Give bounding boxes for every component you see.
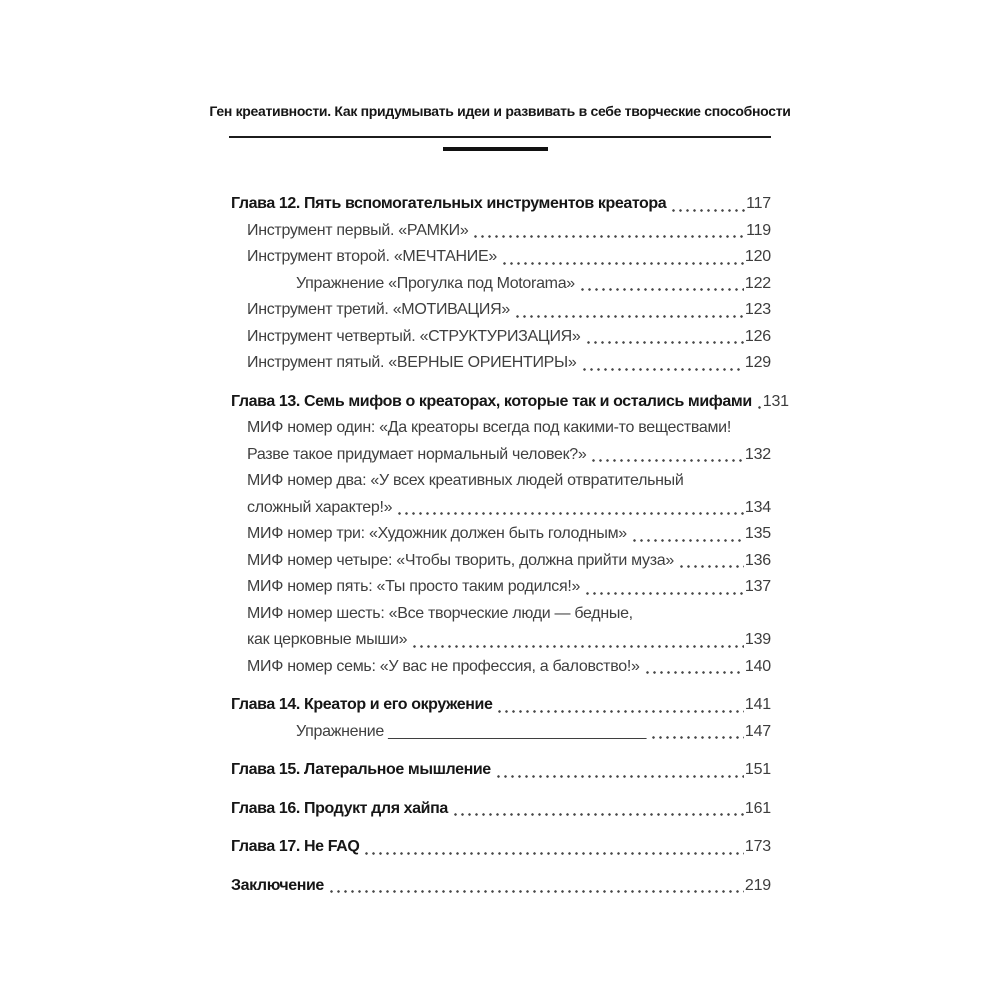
toc-entry-line: [247, 627, 771, 654]
toc-entry: [231, 350, 771, 377]
dot-leader: [581, 350, 744, 377]
dot-leader: [328, 873, 744, 900]
toc-entry-line: [247, 442, 771, 469]
page-number: 137: [744, 578, 771, 595]
toc-entry-title: сложный характер!»: [247, 498, 393, 516]
toc-entry-title: МИФ номер пять: «Ты просто таким родился!»: [247, 578, 581, 595]
toc-entry: [231, 389, 789, 416]
toc-entry-title: Глава 17. Не FAQ: [231, 838, 360, 855]
page-number: 147: [744, 722, 771, 740]
toc-entry: [231, 719, 771, 746]
toc-entry-line: [231, 191, 771, 218]
dot-leader: [631, 521, 744, 548]
dot-leader: [650, 719, 744, 746]
toc-entry-line: [247, 521, 771, 548]
page-number: 161: [744, 799, 771, 817]
toc-entry-line: [247, 574, 771, 601]
toc-entry-title: Глава 16. Продукт для хайпа: [231, 799, 448, 817]
toc-entry: [231, 834, 771, 861]
toc-group: [231, 757, 771, 784]
toc-entry: [231, 574, 771, 601]
toc-entry-line: [231, 757, 771, 784]
page-number: 120: [744, 248, 771, 265]
toc-entry-title: МИФ номер шесть: «Все творческие люди — бедные,: [247, 604, 633, 622]
toc-entry-title: Заключение: [231, 876, 324, 894]
toc-entry: [231, 521, 771, 548]
toc-entry-title: МИФ номер семь: «У вас не профессия, а баловство!»: [247, 657, 640, 675]
dot-leader: [644, 654, 744, 681]
page-number: 123: [744, 301, 771, 318]
dot-leader: [670, 191, 745, 218]
dot-leader: [396, 495, 744, 522]
table-of-contents: [231, 191, 789, 899]
running-title: Ген креативности. Как придумывать идеи и развивать в себе творческие способности: [209, 103, 791, 119]
toc-entry-line: [296, 271, 771, 298]
page-number: 122: [744, 274, 771, 292]
page-number: 126: [744, 327, 771, 345]
toc-entry-line: [231, 834, 771, 861]
toc-group: [231, 389, 789, 681]
toc-entry-title: МИФ номер один: «Да креаторы всегда под какими-то веществами!: [247, 419, 731, 436]
toc-entry-title: Инструмент четвертый. «СТРУКТУРИЗАЦИЯ»: [247, 327, 581, 345]
toc-entry-line: [247, 297, 771, 324]
toc-entry: [231, 218, 771, 245]
dot-leader: [495, 757, 744, 784]
dot-leader: [411, 627, 744, 654]
toc-entry-title: МИФ номер два: «У всех креативных людей отвратительный: [247, 472, 684, 489]
toc-entry-line: [247, 324, 771, 351]
toc-entry-title: Инструмент третий. «МОТИВАЦИЯ»: [247, 301, 510, 318]
toc-entry-line: [247, 218, 771, 245]
toc-entry: [231, 601, 771, 654]
page-number: 139: [744, 631, 771, 648]
toc-entry: [231, 548, 771, 575]
toc-entry-line: [231, 873, 771, 900]
dot-leader: [514, 297, 744, 324]
page-number: 141: [744, 696, 771, 713]
dot-leader: [579, 271, 744, 298]
dot-leader: [363, 834, 744, 861]
dot-leader: [756, 389, 762, 416]
toc-group: [231, 796, 771, 823]
toc-entry-title: Инструмент второй. «МЕЧТАНИЕ»: [247, 248, 497, 265]
divider-ornament: [443, 147, 548, 151]
dot-leader: [496, 692, 743, 719]
toc-entry-line: [296, 719, 771, 746]
toc-entry-title: Упражнение «Прогулка под Motorama»: [296, 274, 575, 292]
toc-group: [231, 834, 771, 861]
toc-entry-title: МИФ номер четыре: «Чтобы творить, должна прийти муза»: [247, 551, 674, 569]
dot-leader: [585, 324, 744, 351]
toc-entry: [231, 324, 771, 351]
toc-entry-title: Упражнение ______________________________: [296, 722, 647, 740]
toc-entry: [231, 468, 771, 521]
toc-entry: [231, 271, 771, 298]
toc-entry-line: [247, 244, 771, 271]
header-rule: [229, 136, 771, 138]
toc-group: [231, 692, 771, 745]
dot-leader: [472, 218, 745, 245]
page-number: 219: [744, 876, 771, 894]
page-number: 117: [746, 195, 771, 212]
page-number: 132: [744, 445, 771, 463]
dot-leader: [452, 796, 744, 823]
toc-group: [231, 191, 771, 377]
toc-entry: [231, 692, 771, 719]
toc-group: [231, 873, 771, 900]
toc-entry: [231, 757, 771, 784]
toc-entry-title: Глава 14. Креатор и его окружение: [231, 696, 493, 713]
toc-entry: [231, 191, 771, 218]
page-number: 135: [744, 525, 771, 542]
toc-entry: [231, 244, 771, 271]
dot-leader: [584, 574, 744, 601]
toc-entry-title: МИФ номер три: «Художник должен быть голодным»: [247, 525, 627, 542]
dot-leader: [501, 244, 744, 271]
toc-entry: [231, 654, 771, 681]
toc-entry: [231, 873, 771, 900]
toc-entry: [231, 297, 771, 324]
page-number: 136: [744, 551, 771, 569]
toc-entry-title: Глава 13. Семь мифов о креаторах, которые так и остались мифами: [231, 392, 752, 410]
toc-entry: [231, 796, 771, 823]
toc-entry-line: [247, 654, 771, 681]
page-number: 151: [744, 761, 771, 778]
toc-entry-line: [231, 692, 771, 719]
toc-entry-title: Глава 15. Латеральное мышление: [231, 761, 491, 778]
toc-entry-line: [247, 548, 771, 575]
toc-entry-line: [247, 495, 771, 522]
toc-entry-line: [231, 389, 789, 416]
toc-entry-title: Инструмент первый. «РАМКИ»: [247, 221, 469, 239]
toc-entry-line: [231, 796, 771, 823]
page-number: 140: [744, 657, 771, 675]
toc-entry-title: Разве такое придумает нормальный человек?»: [247, 445, 587, 463]
page-number: 134: [744, 498, 771, 516]
toc-entry-line: [247, 350, 771, 377]
toc-entry-title: Глава 12. Пять вспомогательных инструментов креатора: [231, 195, 667, 212]
page-number: 173: [744, 838, 771, 855]
dot-leader: [678, 548, 744, 575]
toc-entry: [231, 415, 771, 468]
page-number: 129: [744, 354, 771, 371]
toc-entry-title: Инструмент пятый. «ВЕРНЫЕ ОРИЕНТИРЫ»: [247, 354, 577, 371]
page-number: 131: [762, 392, 789, 410]
page-number: 119: [746, 221, 771, 239]
dot-leader: [590, 442, 743, 469]
toc-entry-title: как церковные мыши»: [247, 631, 408, 648]
